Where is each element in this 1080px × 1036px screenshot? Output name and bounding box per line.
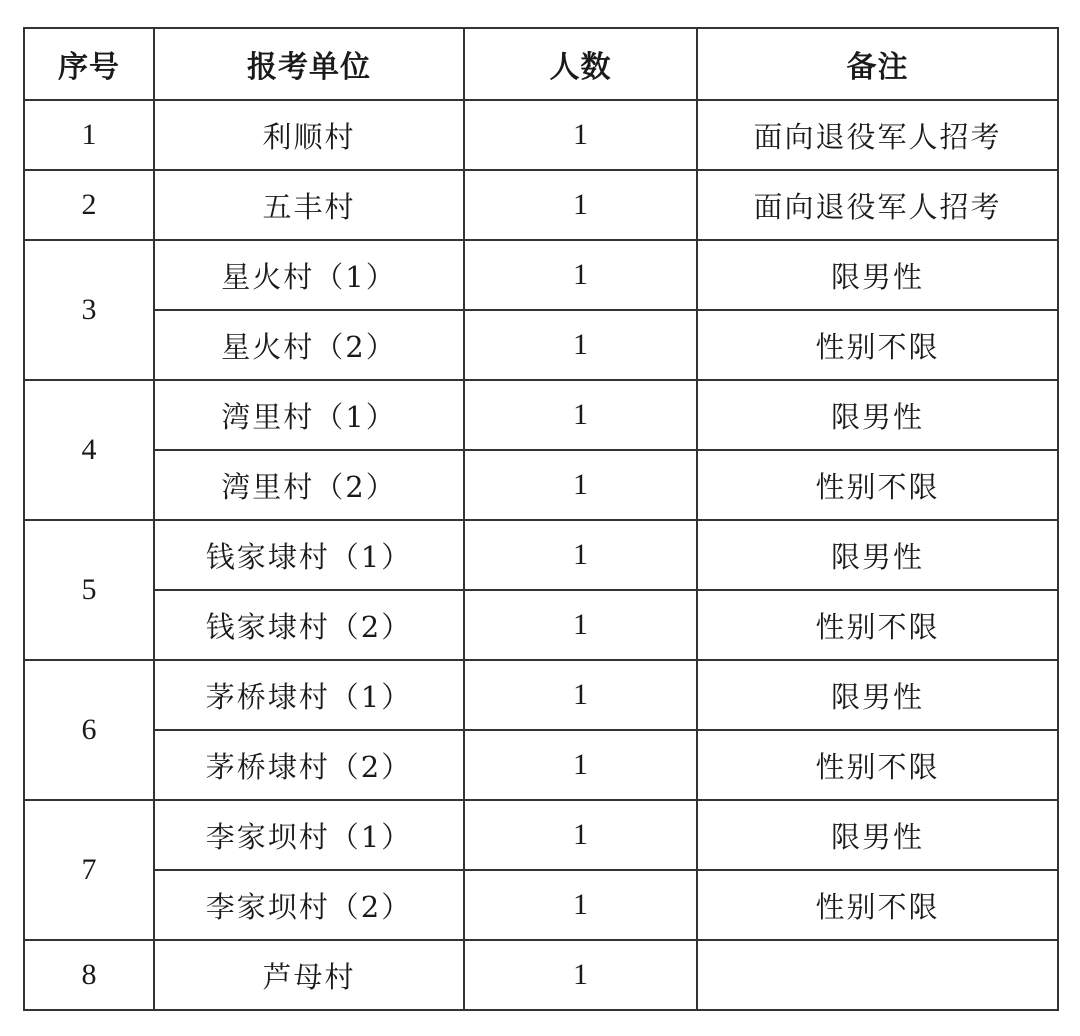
recruitment-table — [23, 27, 1059, 1011]
cell-note: 面向退役军人招考 — [697, 100, 1058, 170]
cell-count: 1 — [464, 940, 697, 1010]
table-row — [24, 170, 1058, 240]
cell-note: 限男性 — [697, 800, 1058, 870]
header-note: 备注 — [697, 28, 1058, 100]
cell-unit: 茅桥埭村（2） — [154, 730, 464, 800]
cell-unit: 钱家埭村（1） — [154, 520, 464, 590]
cell-unit: 李家坝村（1） — [154, 800, 464, 870]
header-unit: 报考单位 — [154, 28, 464, 100]
cell-count: 1 — [464, 870, 697, 940]
table-row — [24, 450, 1058, 520]
cell-index: 1 — [24, 100, 154, 170]
table-body — [24, 100, 1058, 1010]
cell-unit: 李家坝村（2） — [154, 870, 464, 940]
cell-note: 面向退役军人招考 — [697, 170, 1058, 240]
cell-index: 6 — [24, 660, 154, 800]
cell-unit: 星火村（1） — [154, 240, 464, 310]
cell-unit: 湾里村（1） — [154, 380, 464, 450]
cell-note: 限男性 — [697, 660, 1058, 730]
cell-note: 性别不限 — [697, 590, 1058, 660]
table-row — [24, 520, 1058, 590]
table-row — [24, 940, 1058, 1010]
cell-index: 8 — [24, 940, 154, 1010]
cell-unit: 星火村（2） — [154, 310, 464, 380]
table-row — [24, 380, 1058, 450]
header-index: 序号 — [24, 28, 154, 100]
cell-index: 7 — [24, 800, 154, 940]
cell-count: 1 — [464, 310, 697, 380]
cell-index: 4 — [24, 380, 154, 520]
cell-note: 性别不限 — [697, 870, 1058, 940]
cell-note: 性别不限 — [697, 310, 1058, 380]
table-row — [24, 100, 1058, 170]
cell-count: 1 — [464, 100, 697, 170]
cell-unit: 湾里村（2） — [154, 450, 464, 520]
cell-count: 1 — [464, 730, 697, 800]
header-row — [24, 28, 1058, 100]
table-row — [24, 660, 1058, 730]
cell-unit: 利顺村 — [154, 100, 464, 170]
table-row — [24, 240, 1058, 310]
cell-unit: 芦母村 — [154, 940, 464, 1010]
table-row — [24, 870, 1058, 940]
cell-count: 1 — [464, 380, 697, 450]
cell-count: 1 — [464, 590, 697, 660]
table-row — [24, 310, 1058, 380]
cell-count: 1 — [464, 450, 697, 520]
cell-unit: 钱家埭村（2） — [154, 590, 464, 660]
cell-note: 限男性 — [697, 240, 1058, 310]
cell-index: 3 — [24, 240, 154, 380]
cell-unit: 五丰村 — [154, 170, 464, 240]
cell-count: 1 — [464, 170, 697, 240]
cell-index: 2 — [24, 170, 154, 240]
table-row — [24, 590, 1058, 660]
cell-unit: 茅桥埭村（1） — [154, 660, 464, 730]
table-row — [24, 800, 1058, 870]
cell-note — [697, 940, 1058, 1010]
table-row — [24, 730, 1058, 800]
cell-note: 限男性 — [697, 520, 1058, 590]
cell-count: 1 — [464, 240, 697, 310]
cell-count: 1 — [464, 520, 697, 590]
cell-count: 1 — [464, 660, 697, 730]
header-count: 人数 — [464, 28, 697, 100]
cell-note: 性别不限 — [697, 450, 1058, 520]
cell-count: 1 — [464, 800, 697, 870]
cell-note: 限男性 — [697, 380, 1058, 450]
cell-note: 性别不限 — [697, 730, 1058, 800]
cell-index: 5 — [24, 520, 154, 660]
